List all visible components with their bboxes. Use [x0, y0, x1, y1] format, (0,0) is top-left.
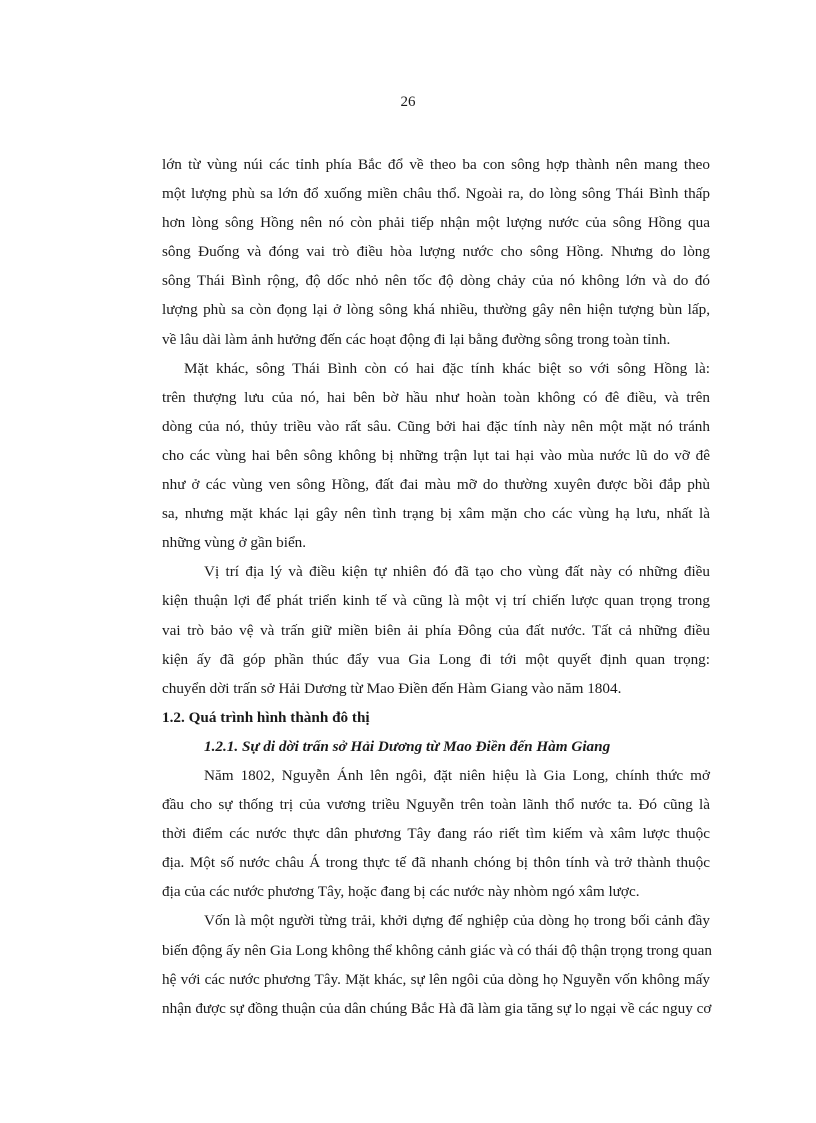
paragraph-line: Mặt khác, sông Thái Bình còn có hai đặc tính khác biệt so với sông Hồng là: [184, 359, 710, 377]
paragraph-line: hơn lòng sông Hồng nên nó còn phải tiếp nhận một lượng nước của sông Hồng qua [162, 214, 710, 232]
paragraph-line: thời điểm các nước thực dân phương Tây đang ráo riết tìm kiếm và xâm lược thuộc [162, 825, 710, 843]
paragraph-line: đầu cho sự thống trị của vương triều Nguyễn trên toàn lãnh thổ nước ta. Đó cũng là [162, 796, 710, 814]
paragraph-1 [162, 150, 710, 354]
page-number: 26 [400, 94, 416, 110]
paragraph-line: kiện ấy đã góp phần thúc đẩy vua Gia Long đi tới một quyết định quan trọng: [162, 650, 710, 668]
paragraph-2 [162, 354, 710, 558]
paragraph-line: Năm 1802, Nguyễn Ánh lên ngôi, đặt niên hiệu là Gia Long, chính thức mở [204, 766, 710, 784]
paragraph-line: một lượng phù sa lớn đổ xuống miền châu thổ. Ngoài ra, do lòng sông Thái Bình thấp [162, 185, 710, 203]
paragraph-line: kiện thuận lợi để phát triển kinh tế và cũng là một vị trí chiến lược quan trọng trong [162, 592, 710, 610]
paragraph-line: nhận được sự đồng thuận của dân chúng Bắc Hà đã làm gia tăng sự lo ngại về các nguy cơ [162, 999, 712, 1017]
paragraph-line: lớn từ vùng núi các tỉnh phía Bắc đổ về theo ba con sông hợp thành nên mang theo [162, 156, 710, 173]
paragraph-line: sông Đuống và đóng vai trò điều hòa lượng nước cho sông Hồng. Nhưng do lòng [162, 243, 710, 261]
paragraph-line: biến động ấy nên Gia Long không thể không cảnh giác và có thái độ thận trọng trong quan [162, 941, 712, 959]
paragraph-5 [162, 906, 710, 1022]
paragraph-line: vai trò bảo vệ và trấn giữ miền biên ải phía Đông của đất nước. Tất cả những điều [162, 621, 710, 639]
paragraph-line: những vùng ở gần biển. [162, 534, 307, 552]
paragraph-line: về lâu dài làm ảnh hưởng đến các hoạt động đi lại bằng đường sông trong toàn tỉnh. [162, 330, 671, 348]
paragraph-line: lượng phù sa còn đọng lại ở lòng sông khá nhiều, thường gây nên hiện tượng bùn lấp, [162, 301, 710, 319]
paragraph-3 [162, 557, 710, 702]
paragraph-line: như ở các vùng ven sông Hồng, đất đai màu mỡ do thường xuyên được bồi đắp phù [162, 476, 710, 494]
paragraph-line: sông Thái Bình rộng, độ dốc nhỏ nên tốc độ dòng chảy của nó không lớn và do đó [162, 272, 710, 290]
paragraph-line: Vốn là một người từng trải, khởi dựng đế nghiệp của dòng họ trong bối cảnh đầy [204, 912, 710, 930]
paragraph-line: chuyển dời trấn sở Hải Dương từ Mao Điền đến Hàm Giang vào năm 1804. [162, 679, 622, 697]
paragraph-line: trên thượng lưu của nó, hai bên bờ hầu như hoàn toàn không có đê điều, và trên [162, 388, 710, 406]
paragraph-line: dòng của nó, thủy triều vào rất sâu. Cũng bởi hai đặc tính này nên một mặt nó tránh [162, 417, 710, 435]
document-body [162, 150, 710, 1023]
paragraph-line: Vị trí địa lý và điều kiện tự nhiên đó đã tạo cho vùng đất này có những điều [204, 563, 710, 581]
section-heading: 1.2. Quá trình hình thành đô thị [162, 708, 370, 726]
paragraph-line: địa của các nước phương Tây, hoặc đang bị các nước này nhòm ngó xâm lược. [162, 883, 640, 901]
paragraph-line: sa, nhưng mặt khác lại gây nên tình trạng bị xâm mặn cho các vùng hạ lưu, nhất là [162, 505, 710, 523]
subsection-heading: 1.2.1. Sự di dời trấn sở Hải Dương từ Mao Điền đến Hàm Giang [204, 737, 611, 755]
paragraph-line: hệ với các nước phương Tây. Mặt khác, sự lên ngôi của dòng họ Nguyễn vốn không mấy [162, 970, 710, 988]
paragraph-line: địa. Một số nước châu Á trong thực tế đã nhanh chóng bị thôn tính và trở thành thuộc [162, 854, 710, 872]
paragraph-4 [162, 761, 710, 906]
paragraph-line: cho các vùng hai bên sông không bị những trận lụt tai hại vào mùa nước lũ do vỡ đê [162, 446, 710, 464]
